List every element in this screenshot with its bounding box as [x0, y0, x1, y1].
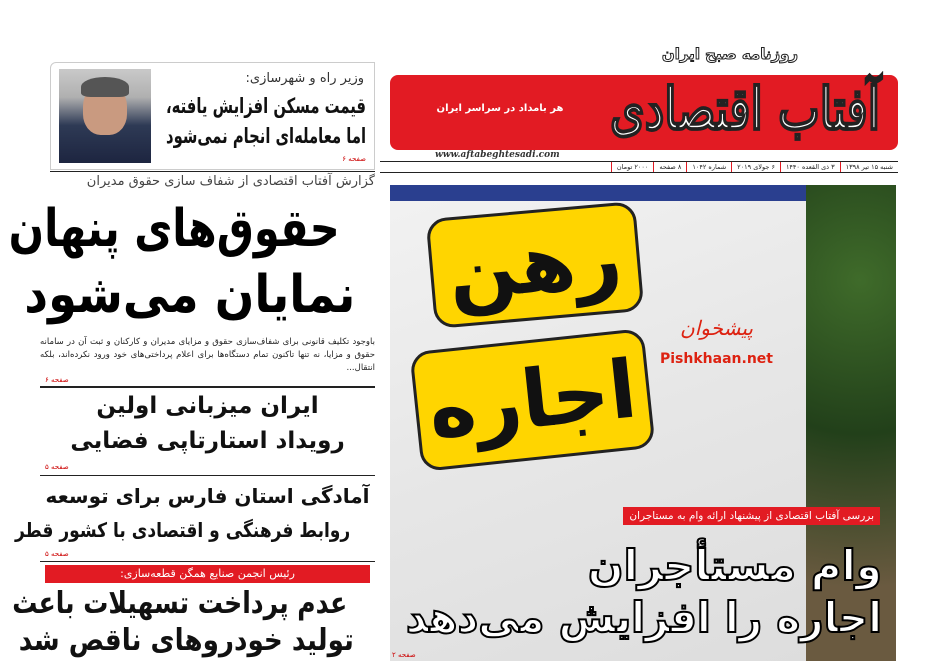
story1-kicker: وزیر راه و شهرسازی:	[245, 71, 364, 86]
masthead-tagline: روزنامه صبح ایران	[661, 45, 799, 63]
left-column	[8, 58, 375, 661]
minister-photo	[59, 69, 151, 163]
masthead	[380, 30, 900, 170]
story2-headline-1[interactable]: حقوق‌های پنهان	[8, 199, 340, 259]
story2-kicker: گزارش آفتاب اقتصادی از شفاف سازی حقوق مدیران	[86, 174, 375, 189]
story5-headline-1[interactable]: عدم پرداخت تسهیلات باعث	[12, 586, 348, 621]
watermark-fa: پیشخوان	[680, 316, 753, 340]
sign-ejareh: اجاره	[409, 328, 655, 472]
story1-box[interactable]	[50, 62, 375, 170]
main-headline-1[interactable]: وام مستأجران	[587, 541, 882, 590]
hair	[81, 77, 129, 97]
story2-body: باوجود تکلیف قانونی برای شفاف‌سازی حقوق و مزایای مدیران و کارکنان و ثبت آن در سامانه حقوق و مزایا، نه تنها تاکنون تمام دستگاه‌ها برای اعلام پرداختی‌های خود ورود نکرده‌اند، بلکه انتقال...	[40, 337, 375, 373]
price: ۲۰۰۰ تومان	[611, 162, 653, 172]
story1-headline-2: اما معامله‌ای انجام نمی‌شود	[166, 124, 366, 148]
date-bar	[380, 161, 898, 173]
masthead-subtitle: هر بامداد در سراسر ایران	[436, 103, 564, 114]
main-headline-2[interactable]: اجاره را افزایش می‌دهد	[405, 593, 882, 642]
story2-headline-2[interactable]: نمایان می‌شود	[24, 265, 356, 325]
story3-headline-2[interactable]: رویداد استارتاپی فضایی	[70, 428, 345, 454]
date-item: ۳ ذی القعده ۱۴۴۰	[780, 162, 840, 172]
main-page-ref[interactable]: صفحه ۲	[392, 651, 416, 659]
story4-headline-2[interactable]: روابط فرهنگی و اقتصادی با کشور قطر	[15, 518, 351, 542]
story4-headline-1[interactable]: آمادگی استان فارس برای توسعه	[45, 484, 370, 508]
date-item: ۶ جولای ۲۰۱۹	[731, 162, 780, 172]
story5-kicker: رئیس انجمن صنایع همگن قطعه‌سازی:	[45, 565, 370, 583]
main-story-photo[interactable]	[390, 185, 896, 661]
page-count: ۸ صفحه	[653, 162, 686, 172]
website-url[interactable]: www.aftabeghtesadi.com	[435, 150, 560, 160]
divider	[40, 561, 375, 562]
date-item: شنبه ۱۵ تیر ۱۳۹۸	[840, 162, 898, 172]
story1-headline-1: قیمت مسکن افزایش یافته،	[166, 94, 366, 118]
issue-number: شماره ۱۰۴۲	[686, 162, 731, 172]
newspaper-logo: آفتاب اقتصادی	[609, 75, 880, 143]
story1-page-ref[interactable]: صفحه ۶	[342, 155, 366, 163]
story4-page-ref[interactable]: صفحه ۵	[45, 550, 69, 558]
divider	[50, 171, 375, 172]
story3-headline-1[interactable]: ایران میزبانی اولین	[96, 393, 319, 419]
main-kicker: بررسی آفتاب اقتصادی از پیشنهاد ارائه وام به مستاجران	[623, 507, 880, 525]
watermark-en: Pishkhaan.net	[660, 351, 773, 367]
story3-page-ref[interactable]: صفحه ۵	[45, 463, 69, 471]
divider	[40, 475, 375, 476]
story2-page-ref[interactable]: صفحه ۶	[45, 376, 69, 384]
story5-headline-2[interactable]: تولید خودروهای ناقص شد	[18, 623, 354, 658]
sign-rahn: رهن	[426, 201, 645, 329]
divider	[40, 386, 375, 388]
